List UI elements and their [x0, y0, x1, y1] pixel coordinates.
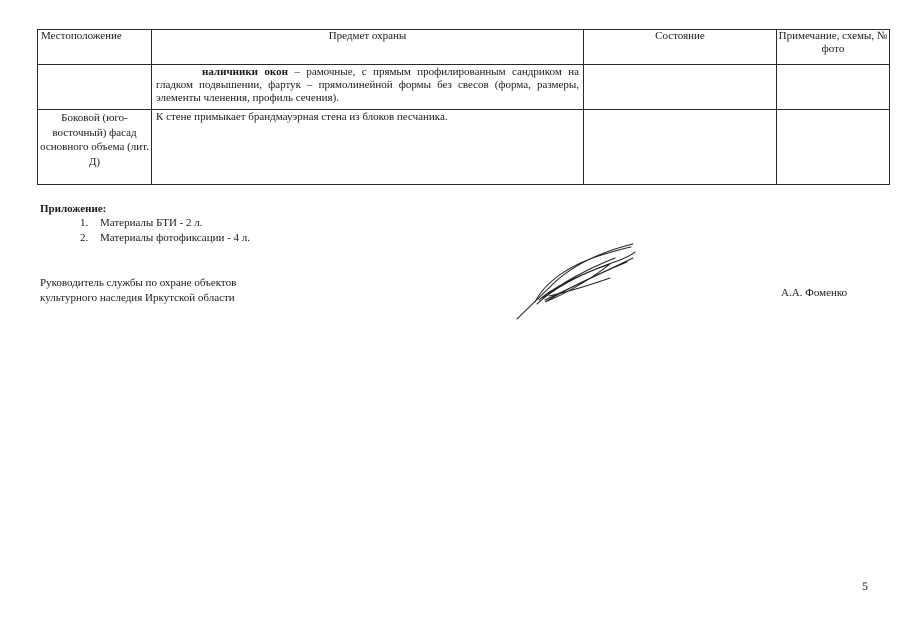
cell-location [38, 65, 152, 110]
list-item-text: Материалы фотофиксации - 4 л. [100, 232, 251, 244]
header-location: Местоположение [38, 30, 152, 65]
subject-description: – рамочные, с прямым профилированным сандриком на гладком подвышении, фартук – прямолинейной формы без свесов (форма, размеры, элементы членения, профиль сечения). [156, 66, 579, 104]
header-note: Примечание, схемы, № фото [777, 30, 890, 65]
cell-subject: К стене примыкает брандмауэрная стена из блоков песчаника. [152, 110, 584, 185]
list-item-text: Материалы БТИ - 2 л. [100, 217, 203, 229]
header-subject: Предмет охраны [152, 30, 584, 65]
appendix [40, 203, 250, 246]
list-item [40, 216, 250, 231]
cell-state [584, 65, 777, 110]
list-item-number: 2. [80, 232, 89, 244]
list-item-number: 1. [80, 217, 89, 229]
subject-term: наличники окон [202, 66, 288, 78]
page-number: 5 [862, 579, 868, 593]
appendix-list [40, 216, 250, 246]
protection-table [37, 29, 890, 185]
header-state: Состояние [584, 30, 777, 65]
handwritten-signature [515, 242, 640, 322]
signer-position-line-1: Руководитель службы по охране объектов [40, 277, 237, 289]
table-header-row [38, 30, 890, 65]
list-item [40, 231, 250, 246]
table-row [38, 65, 890, 110]
cell-note [777, 110, 890, 185]
cell-location: Боковой (юго-восточный) фасад основного объема (лит. Д) [38, 110, 152, 185]
signer-position-line-2: культурного наследия Иркутской области [40, 292, 235, 304]
signer-name: А.А. Фоменко [781, 287, 848, 299]
cell-note [777, 65, 890, 110]
appendix-title: Приложение: [40, 203, 107, 215]
cell-state [584, 110, 777, 185]
cell-subject [152, 65, 584, 110]
table-row [38, 110, 890, 185]
signer-position [40, 276, 236, 306]
